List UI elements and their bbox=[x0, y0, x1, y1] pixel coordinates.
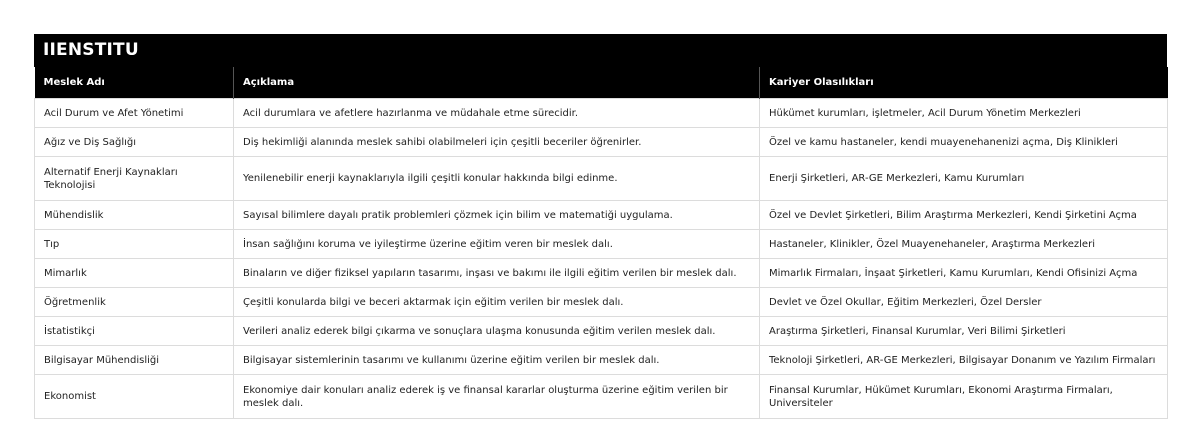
description-cell: Yenilenebilir enerji kaynaklarıyla ilgili çeşitli konular hakkında bilgi edinme. bbox=[234, 157, 760, 201]
career-cell: Araştırma Şirketleri, Finansal Kurumlar, Veri Bilimi Şirketleri bbox=[760, 317, 1168, 346]
table-row bbox=[35, 201, 1168, 230]
table-container bbox=[34, 34, 1167, 419]
column-header-profession: Meslek Adı bbox=[35, 67, 234, 99]
description-cell: Çeşitli konularda bilgi ve beceri aktarmak için eğitim verilen bir meslek dalı. bbox=[234, 288, 760, 317]
table-row bbox=[35, 157, 1168, 201]
career-cell: Devlet ve Özel Okullar, Eğitim Merkezleri, Özel Dersler bbox=[760, 288, 1168, 317]
profession-cell: Ekonomist bbox=[35, 375, 234, 419]
description-cell: Ekonomiye dair konuları analiz ederek iş ve finansal kararlar oluşturma üzerine eğitim verilen bir meslek dalı. bbox=[234, 375, 760, 419]
profession-cell: İstatistikçi bbox=[35, 317, 234, 346]
description-cell: Verileri analiz ederek bilgi çıkarma ve sonuçlara ulaşma konusunda eğitim verilen meslek dalı. bbox=[234, 317, 760, 346]
description-cell: Binaların ve diğer fiziksel yapıların tasarımı, inşası ve bakımı ile ilgili eğitim verilen bir meslek dalı. bbox=[234, 259, 760, 288]
description-cell: Acil durumlara ve afetlere hazırlanma ve müdahale etme sürecidir. bbox=[234, 99, 760, 128]
profession-cell: Ağız ve Diş Sağlığı bbox=[35, 128, 234, 157]
brand-title: IIENSTITU bbox=[34, 34, 1167, 67]
career-cell: Özel ve Devlet Şirketleri, Bilim Araştırma Merkezleri, Kendi Şirketini Açma bbox=[760, 201, 1168, 230]
description-cell: Bilgisayar sistemlerinin tasarımı ve kullanımı üzerine eğitim verilen bir meslek dalı. bbox=[234, 346, 760, 375]
career-cell: Özel ve kamu hastaneler, kendi muayenehanenizi açma, Diş Klinikleri bbox=[760, 128, 1168, 157]
table-row bbox=[35, 317, 1168, 346]
career-cell: Mimarlık Firmaları, İnşaat Şirketleri, Kamu Kurumları, Kendi Ofisinizi Açma bbox=[760, 259, 1168, 288]
profession-cell: Alternatif Enerji Kaynakları Teknolojisi bbox=[35, 157, 234, 201]
column-header-career: Kariyer Olasılıkları bbox=[760, 67, 1168, 99]
table-row bbox=[35, 375, 1168, 419]
table-row bbox=[35, 230, 1168, 259]
career-cell: Finansal Kurumlar, Hükümet Kurumları, Ekonomi Araştırma Firmaları, Universiteler bbox=[760, 375, 1168, 419]
table-row bbox=[35, 99, 1168, 128]
careers-table bbox=[34, 67, 1168, 419]
column-header-description: Açıklama bbox=[234, 67, 760, 99]
career-cell: Teknoloji Şirketleri, AR-GE Merkezleri, Bilgisayar Donanım ve Yazılım Firmaları bbox=[760, 346, 1168, 375]
career-cell: Hastaneler, Klinikler, Özel Muayenehaneler, Araştırma Merkezleri bbox=[760, 230, 1168, 259]
description-cell: Sayısal bilimlere dayalı pratik problemleri çözmek için bilim ve matematiği uygulama. bbox=[234, 201, 760, 230]
profession-cell: Mimarlık bbox=[35, 259, 234, 288]
career-cell: Enerji Şirketleri, AR-GE Merkezleri, Kamu Kurumları bbox=[760, 157, 1168, 201]
profession-cell: Acil Durum ve Afet Yönetimi bbox=[35, 99, 234, 128]
profession-cell: Mühendislik bbox=[35, 201, 234, 230]
profession-cell: Tıp bbox=[35, 230, 234, 259]
table-row bbox=[35, 288, 1168, 317]
profession-cell: Bilgisayar Mühendisliği bbox=[35, 346, 234, 375]
table-row bbox=[35, 128, 1168, 157]
table-row bbox=[35, 259, 1168, 288]
description-cell: İnsan sağlığını koruma ve iyileştirme üzerine eğitim veren bir meslek dalı. bbox=[234, 230, 760, 259]
header-row bbox=[35, 67, 1168, 99]
career-cell: Hükümet kurumları, işletmeler, Acil Durum Yönetim Merkezleri bbox=[760, 99, 1168, 128]
profession-cell: Öğretmenlik bbox=[35, 288, 234, 317]
table-row bbox=[35, 346, 1168, 375]
description-cell: Diş hekimliği alanında meslek sahibi olabilmeleri için çeşitli beceriler öğrenirler. bbox=[234, 128, 760, 157]
